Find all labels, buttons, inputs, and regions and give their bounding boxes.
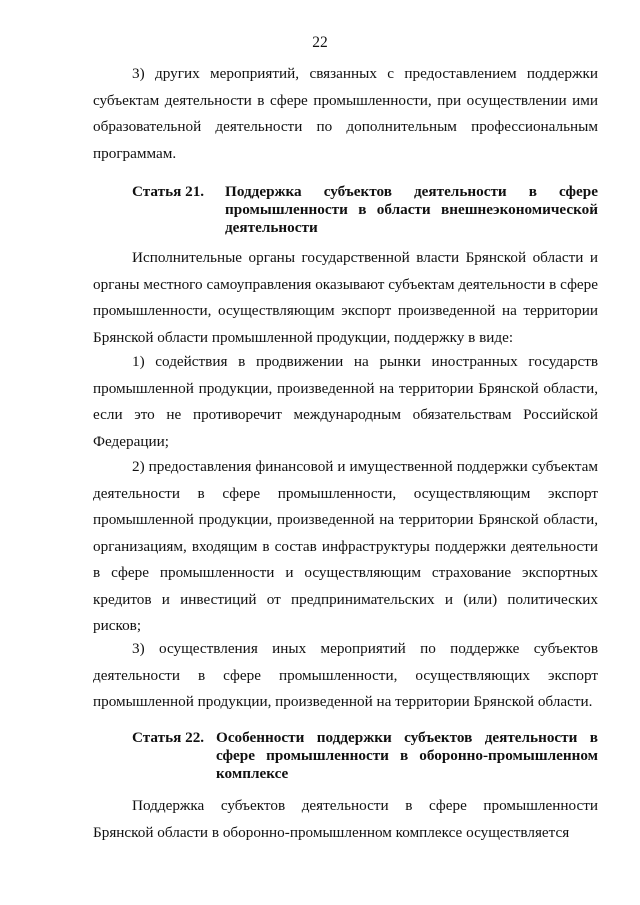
paragraph-intro-item: 3) других мероприятий, связанных с предоставлением поддержки субъектам деятельности в сфере промышленности, при осуществлении ими образовательной деятельности по дополнительным профессиональным программам. <box>93 65 598 162</box>
article-21-item-2: 2) предоставления финансовой и имущественной поддержки субъектам деятельности в сфере промышленности, осуществляющим экспорт промышленной продукции, произведенной на территории Брянской области, организациям, входящим в состав инфраструктуры поддержки деятельности в сфере промышленности и осуществляющим страхование экспортных кредитов и инвестиций от предпринимательских и (или) политических рисков; <box>93 458 598 634</box>
page-number: 22 <box>312 34 328 51</box>
article-22-intro: Поддержка субъектов деятельности в сфере промышленности Брянской области в оборонно-промышленном комплексе осуществляется <box>93 797 598 841</box>
article-21-number: Статья 21. <box>132 183 205 200</box>
article-22-title: Особенности поддержки субъектов деятельности в сфере промышленности в оборонно-промышленном комплексе <box>216 729 598 782</box>
article-21-item-3: 3) осуществления иных мероприятий по поддержке субъектов деятельности в сфере промышленности, осуществляющих экспорт промышленной продукции, произведенной на территории Брянской области. <box>93 640 598 710</box>
article-21-title: Поддержка субъектов деятельности в сфере промышленности в области внешнеэкономической деятельности <box>225 183 598 236</box>
article-21-item-1: 1) содействия в продвижении на рынки иностранных государств промышленной продукции, произведенной на территории Брянской области, если это не противоречит международным обязательствам Российской Федерации; <box>93 353 598 450</box>
article-22-number: Статья 22. <box>132 729 205 746</box>
article-21-intro: Исполнительные органы государственной власти Брянской области и органы местного самоуправления оказывают субъектам деятельности в сфере промышленности, осуществляющим экспорт произведенной на территории Брянской области промышленной продукции, поддержку в виде: <box>93 249 598 346</box>
